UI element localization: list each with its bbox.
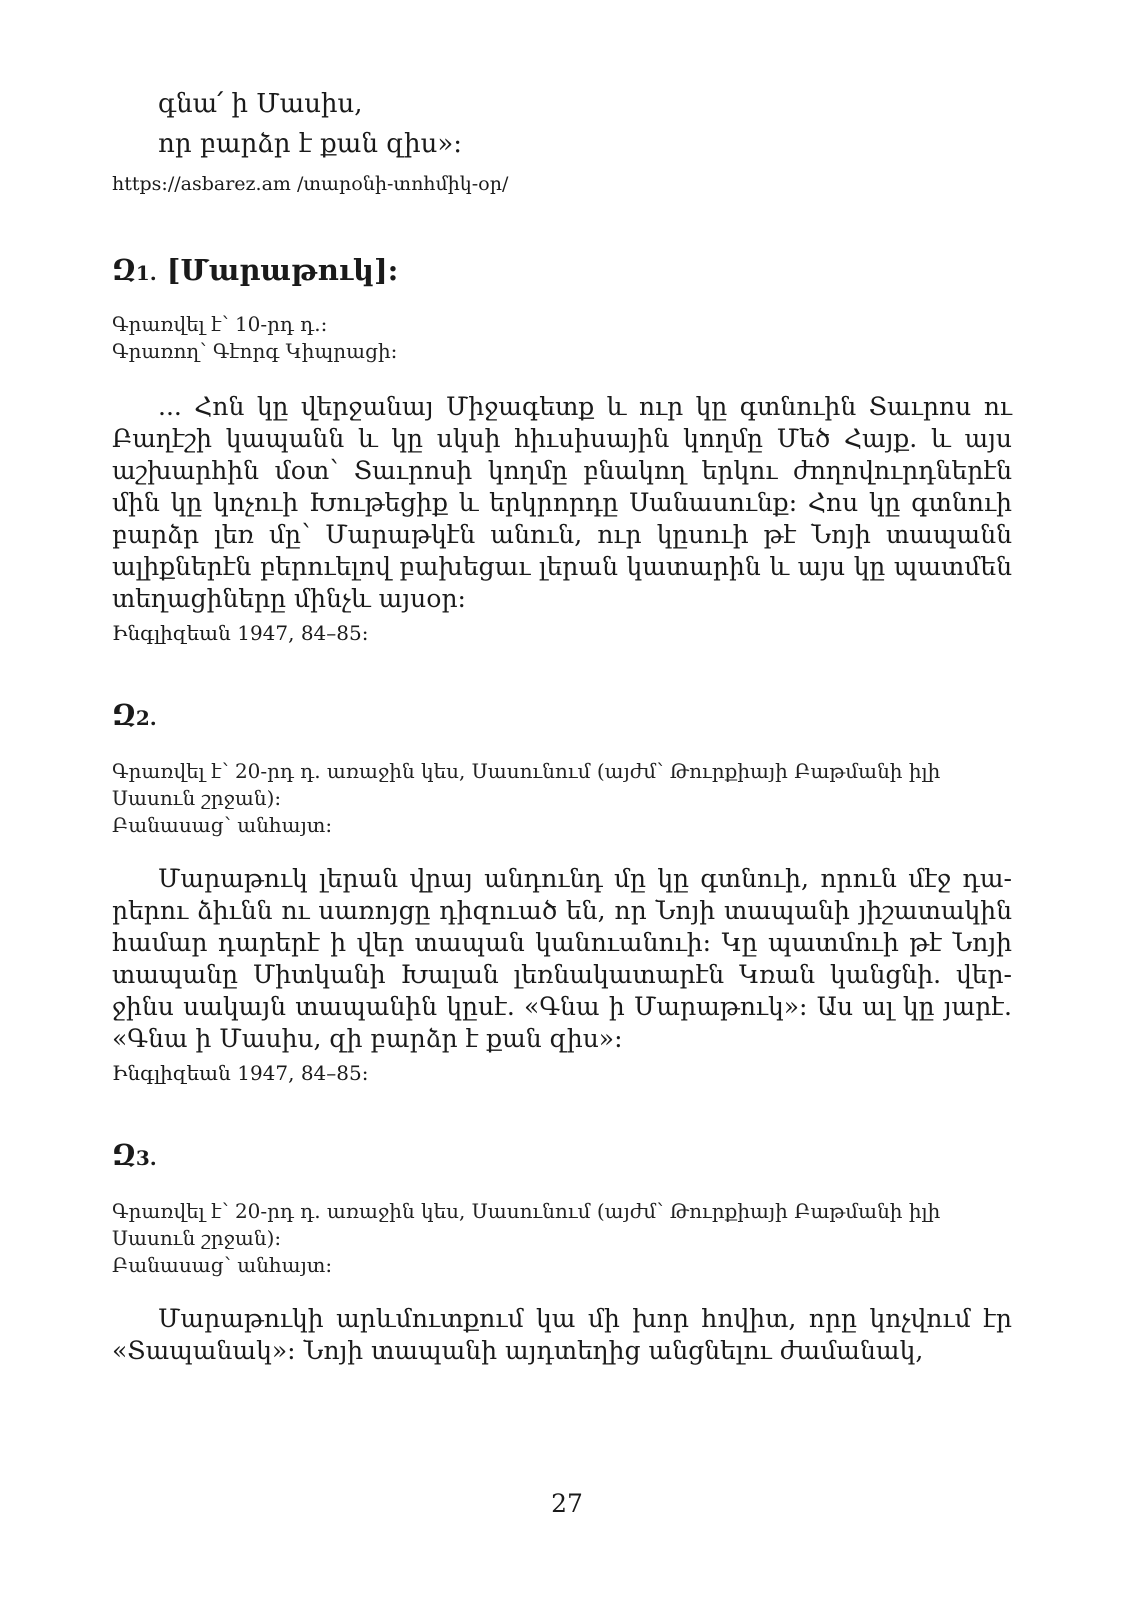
heading-number: 2. xyxy=(135,706,157,730)
heading-title: [Մարաթուկ]: xyxy=(156,253,399,287)
meta-line: Գրառվել է՝ 20-րդ դ. առաջին կես, Սասունում (այժմ՝ Թուրքիայի Բաթմանի իլի Սասուն շրջան): xyxy=(112,759,941,810)
document-page xyxy=(112,84,1012,1367)
meta-line: Գրառվել է՝ 20-րդ դ. առաջին կես, Սասունում (այժմ՝ Թուրքիայի Բաթմանի իլի Սասուն շրջան): xyxy=(112,1199,941,1250)
citation: Ինգլիզեան 1947, 84–85: xyxy=(112,621,369,645)
section-3 xyxy=(112,1137,1012,1367)
body-paragraph: Մարաթուկ լերան վրայ անդունդ մը կը գտնուի, որուն մէջ դարերու ձիւնն ու սառոյցը դիզուած են, որ Նոյի տապանի յիշատակին համար դարերէ ի վեր տապան կանուանուի: Կը պատմուի թէ Նոյի տապանը Միտկանի Խալան լեռնակատարէն Կռան կանցնի. վերջինս սակայն տապանին կըսէ. «Գնա ի Մարաթուկ»: Աս ալ կը յարէ. «Գնա ի Մասիս, զի բարձր է քան զիս»: xyxy=(112,864,1012,1053)
citation: Ինգլիզեան 1947, 84–85: xyxy=(112,1061,369,1085)
section-2 xyxy=(112,697,1012,1087)
meta-line: Գրառող՝ Գէորգ Կիպրացի: xyxy=(112,339,398,363)
meta-line: Բանասաց՝ անհայտ: xyxy=(112,813,333,837)
heading-letter: Զ xyxy=(112,1138,136,1172)
verse-line: որ բարձր է քան զիս»: xyxy=(158,129,463,159)
body-paragraph: ... Հոն կը վերջանայ Միջագետք և ուր կը գտնուին Տաւրոս ու Բաղէշի կապանն և կը սկսի հիւսիսային կողմը Մեծ Հայք. և այս աշխարհին մօտ՝ Տաւրոսի կողմը բնակող երկու ժողովուրդներէն մին կը կոչուի Խութեցիք և երկրորդը Սանասունք: Հոս կը գտնուի բարձր լեռ մը՝ Մարաթկէն անուն, ուր կըսուի թէ Նոյի տապանն ալիքներէն բերուելով բախեցաւ լերան կատարին և այս կը պատմեն տեղացիները մինչև այսօր: xyxy=(112,392,1012,613)
section-heading xyxy=(112,697,1012,736)
meta-line: Բանասաց՝ անհայտ: xyxy=(112,1253,333,1277)
section-1 xyxy=(112,252,1012,647)
section-heading xyxy=(112,1137,1012,1176)
intro-verse xyxy=(112,84,1012,164)
verse-line: գնա՛ ի Մասիս, xyxy=(158,89,363,119)
heading-letter: Զ xyxy=(112,698,136,732)
body-paragraph: Մարաթուկի արևմուտքում կա մի խոր հովիտ, որը կոչվում էր «Տապանակ»: Նոյի տապանի այդտեղից անցնելու ժամանակ, xyxy=(112,1304,1012,1365)
meta-line: Գրառվել է՝ 10-րդ դ.: xyxy=(112,312,328,336)
heading-letter: Զ xyxy=(112,253,136,287)
heading-number: 1. xyxy=(135,261,157,285)
section-heading xyxy=(112,252,1012,291)
heading-number: 3. xyxy=(135,1146,157,1170)
source-url: https://asbarez.am /տարօնի-տոհմիկ-օր/ xyxy=(112,173,509,195)
page-number: 27 xyxy=(551,1489,583,1518)
